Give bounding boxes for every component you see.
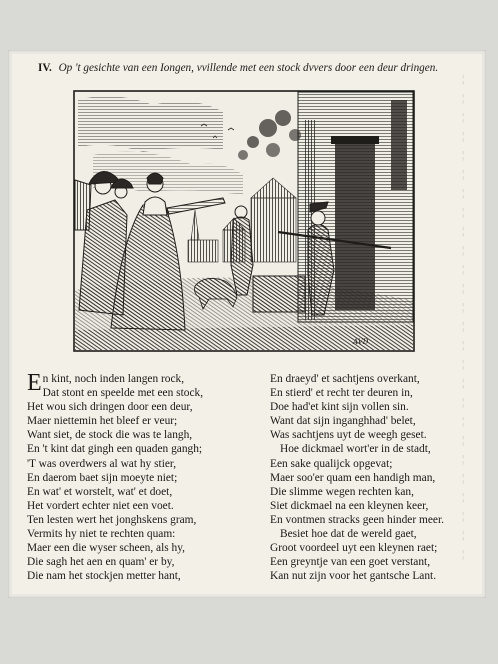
poem-line: Dat stont en speelde met een stock, [42, 387, 204, 400]
poem-line: Want siet, de stock die was te langh, [27, 429, 193, 442]
engraver-signature: AVD [353, 338, 369, 346]
poem-line: En draeyd' et sachtjens overkant, [270, 373, 420, 385]
poem-line: Die nam het stockjen metter hant, [27, 570, 181, 583]
poem-line: Besiet hoe dat de wereld gaet, [280, 528, 417, 541]
poem-line: Was sachtjens uyt de weegh geset. [270, 429, 427, 442]
poem-line: En wat' et worstelt, wat' et doet, [27, 485, 173, 498]
poem-line: Het vordert echter niet een voet. [27, 499, 174, 512]
poem-line: Die slimme wegen rechten kan, [270, 485, 414, 498]
emblem-heading [38, 62, 458, 74]
wooden-chest [253, 276, 305, 312]
poem-line: En kint, noch inden langen rock, [27, 370, 185, 396]
poem-line: Ten lesten wert het jonghskens gram, [27, 513, 197, 526]
poem-line: Groot voordeel uyt een kleynen raet; [270, 542, 438, 555]
poem-line: Want dat sijn inganghhad' belet, [270, 415, 416, 428]
poem-line: Kan nut zijn voor het gantsche Lant. [270, 570, 437, 583]
poem-column-left [27, 372, 257, 583]
poem-line: Maer niettemin het bleef er veur; [27, 415, 178, 428]
show-through-text: ¦ ¦ ¦ ¦ ¦ ¦ ¦ ¦ ¦ ¦ ¦ ¦ ¦ ¦ ¦ ¦ ¦ ¦ ¦ ¦ ¦ ¦ ¦ ¦ ¦ ¦ [462, 73, 465, 560]
engraving-illustration [73, 90, 415, 352]
poem-line: En daerom baet sijn moeyte niet; [27, 471, 178, 484]
poem-line: Siet dickmael na een kleynen keer, [270, 499, 429, 512]
poem-line: Het wou sich dringen door een deur, [27, 401, 193, 414]
poem-line: Hoe dickmael wort'er in de stadt, [280, 443, 431, 456]
poem-line: Doe had'et kint sijn vollen sin. [270, 401, 409, 414]
emblem-title: Op 't gesichte van een Iongen, vvillende met een stock dvvers door een deur dringen. [58, 62, 439, 74]
poem-line: Een sake qualijck opgevat; [270, 457, 393, 470]
emblem-number: IV. [38, 62, 52, 74]
poem-line: Maer een die wyser scheen, als hy, [27, 542, 186, 555]
poem-line: En 't kint dat gingh een quaden gangh; [27, 443, 203, 456]
drop-cap: E [27, 370, 42, 396]
poem-line: Die sagh het aen en quam' er by, [27, 556, 175, 569]
poem-line: Maer soo'er quam een handigh man, [270, 471, 436, 484]
poem-line: 'T was overdwers al wat hy stier, [27, 457, 177, 470]
poem-line: Een greyntje van een goet verstant, [270, 556, 431, 569]
poem-line: En stierd' et recht ter deuren in, [270, 387, 413, 400]
poem-line: Vermits hy niet te rechten quam: [27, 528, 176, 541]
poem-line: En vontmen stracks geen hinder meer. [270, 513, 444, 526]
poem-column-right [270, 372, 485, 583]
